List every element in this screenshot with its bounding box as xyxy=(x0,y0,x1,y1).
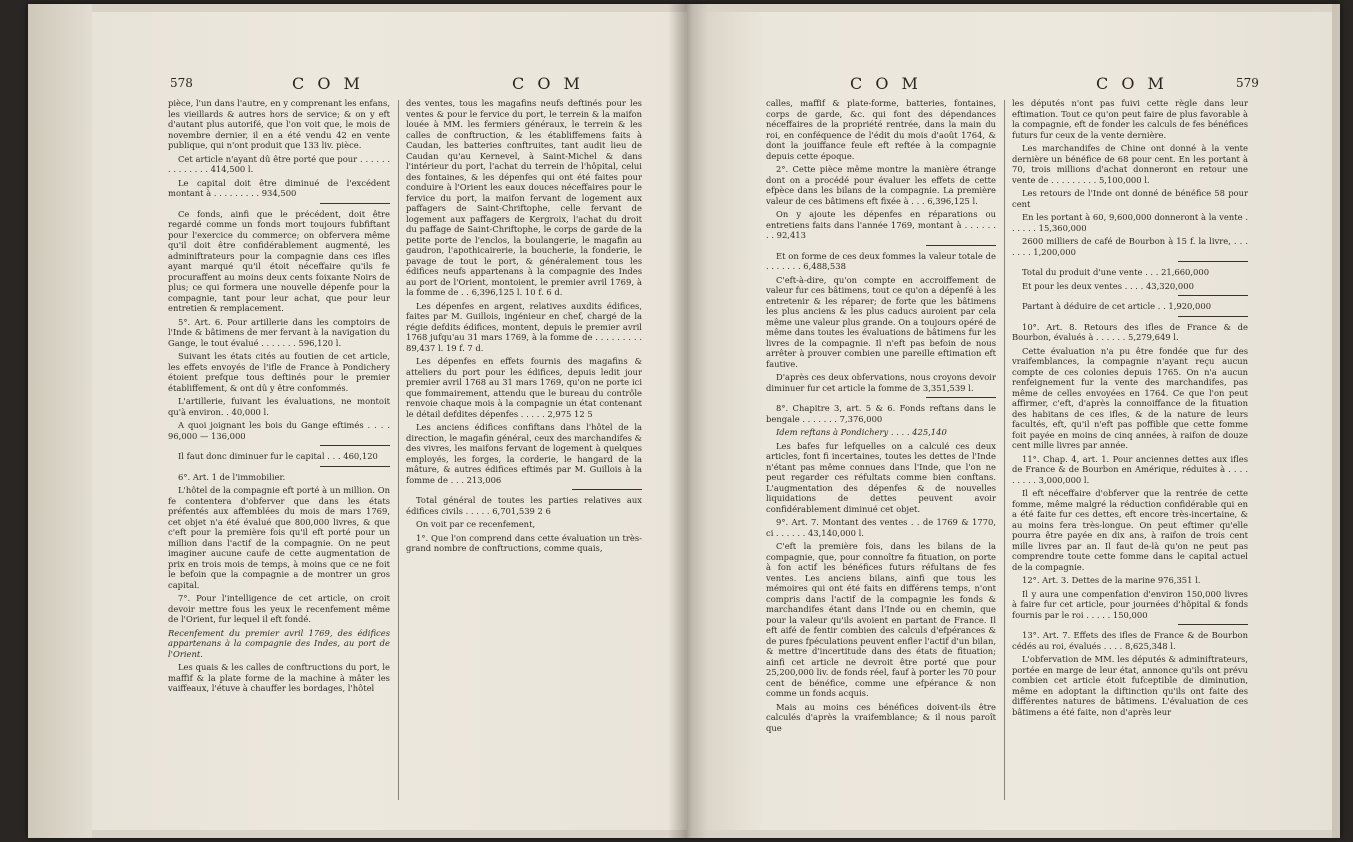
paragraph: C'eft-à-dire, qu'on compte en accroiffement de valeur fur ces bâtimens, tout ce qu'on a dépenfé à les entretenir & les réparer; de forte que les bâtimens les plus anciens & les plus caducs auroient par cela même une valeur plus grande. On a toujours opéré de même dans toutes les évaluations de bâtimens fur les livres de la compagnie. Il n'eft pas befoin de nous arrêter à prouver combien une pareille eftimation eft fautive. xyxy=(766,274,996,369)
paragraph: 6°. Art. 1 de l'immobilier. xyxy=(178,471,286,482)
paragraph: pièce, l'un dans l'autre, en y comprenant les enfans, les vieillards & autres hors de service; & on y eft d'autant plus autorifé, que l'on voit que, le mois de novembre dernier, il en a été vendu 42 en vente publique, qui n'ont produit que 133 liv. pièce. xyxy=(168,98,390,150)
page-number-right: 579 xyxy=(1236,76,1259,90)
paragraph: Mais au moins ces bénéfices doivent-ils être calculés d'après la vraifemblance; & il nous paroît que xyxy=(766,701,996,733)
divider xyxy=(926,245,996,246)
paragraph: 8°. Chapitre 3, art. 5 & 6. Fonds reftans dans le bengale . . . . . . . 7,376,000 xyxy=(766,403,996,424)
paragraph: Total général de toutes les parties relatives aux édifices civils . . . . . 6,701,539 2 6 xyxy=(406,495,642,516)
paragraph: D'après ces deux obfervations, nous croyons devoir diminuer fur cet article la fomme de 3,351,539 l. xyxy=(766,372,996,393)
paragraph: 1°. Que l'on comprend dans cette évaluation un très-grand nombre de conftructions, comme quais, xyxy=(406,532,642,553)
paragraph: Les retours de l'Inde ont donné de bénéfice 58 pour cent xyxy=(1012,188,1248,209)
divider xyxy=(320,203,390,204)
paragraph: Il faut donc diminuer fur le capital . . . 460,120 xyxy=(178,451,378,461)
paragraph: C'eft la première fois, dans les bilans de la compagnie, que, pour connoître fa fituation, on porte à fon actif les bénéfices futurs réfultans de fes ventes. Les anciens bilans, ainfi que tous les mémoires qui ont été faits en différens temps, n'ont compris dans l'actif de la compagnie les fonds & marchandifes étant dans l'Inde ou en chemin, que pour la valeur qu'ils avoient en partant de France. Il eft aifé de fentir combien des calculs d'efpérances & de pures fpéculations peuvent enfler l'actif d'un bilan, & mettre d'incertitude dans des états de fituation; ainfi cet article ne devroit être porté que pour 25,200,000 liv. de fonds réel, fauf à porter les 70 pour cent de bénéfice, comme une efpérance & non comme un fonds acquis. xyxy=(766,541,996,698)
divider xyxy=(926,397,996,398)
paragraph: Ce fonds, ainfi que le précédent, doit être regardé comme un fonds mort toujours fubfiftant pour l'exercice du commerce; on obfervera même qu'il doit être confidérablement augmenté, les adminiftrateurs pour la compagnie dans ces ifles ayant marqué qu'il étoit néceffaire qu'ils fe procuraffent au moins deux cents foixante Noirs de plus; ce qui formera une nouvelle dépenfe pour la compagnie, tant pour leur achat, que pour leur entretien & remplacement. xyxy=(168,208,390,313)
paragraph: Les dépenfes en argent, relatives auxdits édifices, faites par M. Guillois, ingénieur en chef, chargé de la régie defdits édifices, montent, depuis le premier avril 1768 jufqu'au 31 mars 1769, à la fomme de . . . . . . . . . 89,437 l. 19 f. 7 d. xyxy=(406,300,642,353)
divider xyxy=(320,466,390,467)
right-page xyxy=(700,12,1332,830)
paragraph: 2600 milliers de café de Bourbon à 15 f. la livre, . . . . . . . 1,200,000 xyxy=(1012,236,1248,257)
paragraph: calles, maffif & plate-forme, batteries, fontaines, corps de garde, &c. qui font des dépendances néceffaires de la propriété rentrée, dans la main du roi, en conféquence de l'édit du mois d'août 1764, & dont la jouiffance feule eft reftée à la compagnie depuis cette époque. xyxy=(766,98,996,161)
divider xyxy=(572,489,642,490)
paragraph: 5°. Art. 6. Pour artillerie dans les comptoirs de l'Inde & bâtimens de mer fervant à la navigation du Gange, le tout évalué . . . . . . . 596,120 l. xyxy=(168,316,390,348)
paragraph: les députés n'ont pas fuivi cette règle dans leur eftimation. Tout ce qu'on peut faire de plus favorable à la compagnie, eft de fonder les calculs de fes bénéfices futurs fur ceux de la vente dernière. xyxy=(1012,98,1248,140)
left-page-column-1 xyxy=(168,98,390,818)
book-spread xyxy=(28,4,1340,838)
paragraph: L'artillerie, fuivant les évaluations, ne montoit qu'à environ. . 40,000 l. xyxy=(168,396,390,417)
book-right-edge xyxy=(1332,4,1340,838)
divider xyxy=(1178,316,1248,317)
divider xyxy=(320,445,390,446)
divider xyxy=(1178,624,1248,625)
left-page-column-2 xyxy=(406,98,642,818)
paragraph: Total du produit d'une vente . . . 21,660,000 xyxy=(1022,267,1210,277)
book-left-edge xyxy=(28,4,92,838)
right-page-column-1 xyxy=(766,98,996,818)
paragraph: 7°. Pour l'intelligence de cet article, on croit devoir mettre fous les yeux le recenfement même de l'Orient, fur lequel il eft fondé. xyxy=(168,593,390,624)
paragraph: Suivant les états cités au foutien de cet article, les effets envoyés de l'ifle de France à Pondichery étoient prefque tous deftinés pour le premier établiffement, & ont dû y être confommés. xyxy=(168,351,390,393)
paragraph: L'hôtel de la compagnie eft porté à un million. On fe contentera d'obferver que dans les états préfentés aux affemblées du mois de mars 1769, cet objet n'a été évalué que 800,000 livres, & que c'eft pour la première fois qu'il eft porté pour un million dans l'actif de la compagnie. On ne peut imaginer aucune caufe de cette augmentation de prix en trois mois de temps, à moins que ce ne foit le befoin que la compagnie a de montrer un gros capital. xyxy=(168,485,390,590)
column-rule xyxy=(1004,100,1005,800)
paragraph: Les marchandifes de Chine ont donné à la vente dernière un bénéfice de 68 pour cent. En les portant à 70, trois millions d'achat donneront en retour une vente de . . . . . . . . . 5,100,000 l. xyxy=(1012,143,1248,185)
paragraph: Cette évaluation n'a pu être fondée que fur des vraifemblances, la compagnie n'ayant reçu aucun compte de ces colonies depuis 1765. On n'a aucun renfeignement fur la vente des marchandifes, pas même de celles envoyées en 1764. Ce que l'on peut affirmer, c'eft, d'après la connoiffance de la fituation des habitans de ces ifles, & de la nature de leurs facultés, eft, qu'il n'eft pas poffible que cette fomme foit payée en moins de cinq années, à raifon de douze cent mille livres par année. xyxy=(1012,345,1248,450)
column-rule xyxy=(398,100,399,800)
paragraph: 2°. Cette pièce même montre la manière étrange dont on a procédé pour évaluer les effets de cette efpèce dans les bilans de la compagnie. La première valeur de ces bâtimens eft fixée à . . . 6,396,125 l. xyxy=(766,164,996,206)
paragraph: Le capital doit être diminué de l'excédent montant à . . . . . . . . . 934,500 xyxy=(168,177,390,198)
paragraph: des ventes, tous les magafins neufs deftinés pour les ventes & pour le fervice du port, le terrein & la maifon louée à MM. les fermiers généraux, le terrein & les calles de conftruction, & les établiffemens faits à Caudan, les batteries conftruites, tant audit lieu de Caudan qu'au Kernevel, à Saint-Michel & dans l'intérieur du port, l'achat du terrein de l'hôpital, celui des fontaines, & les dépenfes qui ont été faites pour conduire à l'Orient les eaux douces néceffaires pour le fervice du port, la maifon fervant de logement aux paffagers de Saint-Chriftophe, celle fervant de logement aux paffagers de Kergroix, l'achat du droit du paffage de Saint-Chriftophe, le corps de garde de la petite porte de l'enclos, la boulangerie, le magafin au gaudron, l'apothicairerie, la boucherie, la fonderie, le pavage de tout le port, & généralement tous les édifices neufs appartenans à la compagnie des Indes au port de l'Orient, montoient, le premier avril 1769, à la fomme de . . 6,396,125 l. 10 f. 6 d. xyxy=(406,98,642,297)
paragraph: Partant à déduire de cet article . . 1,920,000 xyxy=(1022,301,1212,311)
paragraph: 13°. Art. 7. Effets des ifles de France & de Bourbon cédés au roi, évalués . . . . 8,625,348 l. xyxy=(1012,630,1248,651)
divider xyxy=(1178,261,1248,262)
paragraph: 11°. Chap. 4, art. 1. Pour anciennes dettes aux ifles de France & de Bourbon en Amérique, réduites à . . . . . . . . . 3,000,000 l. xyxy=(1012,453,1248,485)
paragraph: On y ajoute les dépenfes en réparations ou entretiens faits dans l'année 1769, montant à . . . . . . . . 92,413 xyxy=(766,209,996,240)
paragraph: Les anciens édifices confiftans dans l'hôtel de la direction, le magafin général, ceux des marchandifes & des vivres, les maifons fervant de logement à quelques employés, les forges, la corderie, le hangard de la mâture, & autres édifices eftimés par M. Guillois à la fomme de . . . 213,006 xyxy=(406,422,642,485)
divider xyxy=(1178,295,1248,296)
running-head-left: C O M xyxy=(292,74,364,93)
running-head-right-2: C O M xyxy=(1096,74,1168,93)
paragraph: Les quais & les calles de conftructions du port, le maffif & la plate forme de la machine à mâter les vaiffeaux, l'étuve à chauffer les bordages, l'hôtel xyxy=(168,662,390,693)
right-page-column-2 xyxy=(1012,98,1248,818)
paragraph: L'obfervation de MM. les députés & adminiftrateurs, portée en marge de leur état, annonce qu'ils ont prévu combien cet article étoit fufceptible de diminution, même en adoptant la diftinction qu'ils ont faite des différentes natures de bâtimens. L'évaluation de ces bâtimens a été faite, non d'après leur xyxy=(1012,654,1248,717)
paragraph: En les portant à 60, 9,600,000 donneront à la vente . . . . . . 15,360,000 xyxy=(1012,212,1248,233)
paragraph: A quoi joignant les bois du Gange eftimés . . . . 96,000 — 136,000 xyxy=(168,420,390,441)
paragraph: 10°. Art. 8. Retours des ifles de France & de Bourbon, évalués à . . . . . . 5,279,649 l. xyxy=(1012,321,1248,342)
paragraph: Et pour les deux ventes . . . . 43,320,000 xyxy=(1022,280,1194,291)
paragraph: Et on forme de ces deux fommes la valeur totale de . . . . . . . 6,488,538 xyxy=(766,250,996,271)
running-head-right-1: C O M xyxy=(850,74,922,93)
left-page xyxy=(92,12,687,830)
paragraph: On voit par ce recenfement, xyxy=(416,519,536,529)
running-head-left-col2: C O M xyxy=(512,74,584,93)
paragraph: Les bafes fur lefquelles on a calculé ces deux articles, font fi incertaines, toutes les dettes de l'Inde n'étant pas même connues dans l'Inde, que l'on ne peut regarder ces réfultats comme bien conftans. L'augmentation des dépenfes & de nouvelles liquidations de dettes peuvent avoir confidérablement diminué cet objet. xyxy=(766,440,996,514)
paragraph: Les dépenfes en effets fournis des magafins & atteliers du port pour les édifices, depuis ledit jour premier avril 1768 au 31 mars 1769, qu'on ne porte ici que fommairement, attendu que le bureau du contrôle renvoie chaque mois à la compagnie un état contenant le détail defdites dépenfes . . . . . 2,975 12 5 xyxy=(406,356,642,419)
paragraph: 12°. Art. 3. Dettes de la marine 976,351 l. xyxy=(1022,575,1201,585)
paragraph: Il eft néceffaire d'obferver que la rentrée de cette fomme, même malgré la réduction confidérable qui en a été faite fur ces dettes, eft encore très-incertaine, & au moins fera très-longue. On peut eftimer qu'elle pourra être payée en dix ans, à raifon de trois cent mille livres par an. Il faut de-là qu'on ne peut pas comprendre toute cette fomme dans le capital actuel de la compagnie. xyxy=(1012,488,1248,572)
page-number-left: 578 xyxy=(170,76,193,90)
paragraph: Idem reftans à Pondichery . . . . 425,140 xyxy=(776,427,947,437)
paragraph: Il y aura une compenfation d'environ 150,000 livres à faire fur cet article, pour journées d'hôpital & fonds fournis par le roi . . . . . 150,000 xyxy=(1012,588,1248,620)
paragraph: 9°. Art. 7. Montant des ventes . . de 1769 & 1770, ci . . . . . . 43,140,000 l. xyxy=(766,517,996,538)
paragraph: Cet article n'ayant dû être porté que pour . . . . . . . . . . . . . . 414,500 l. xyxy=(168,153,390,174)
section-heading: Recenfement du premier avril 1769, des édifices appartenans à la compagnie des Indes, au port de l'Orient. xyxy=(168,627,390,659)
